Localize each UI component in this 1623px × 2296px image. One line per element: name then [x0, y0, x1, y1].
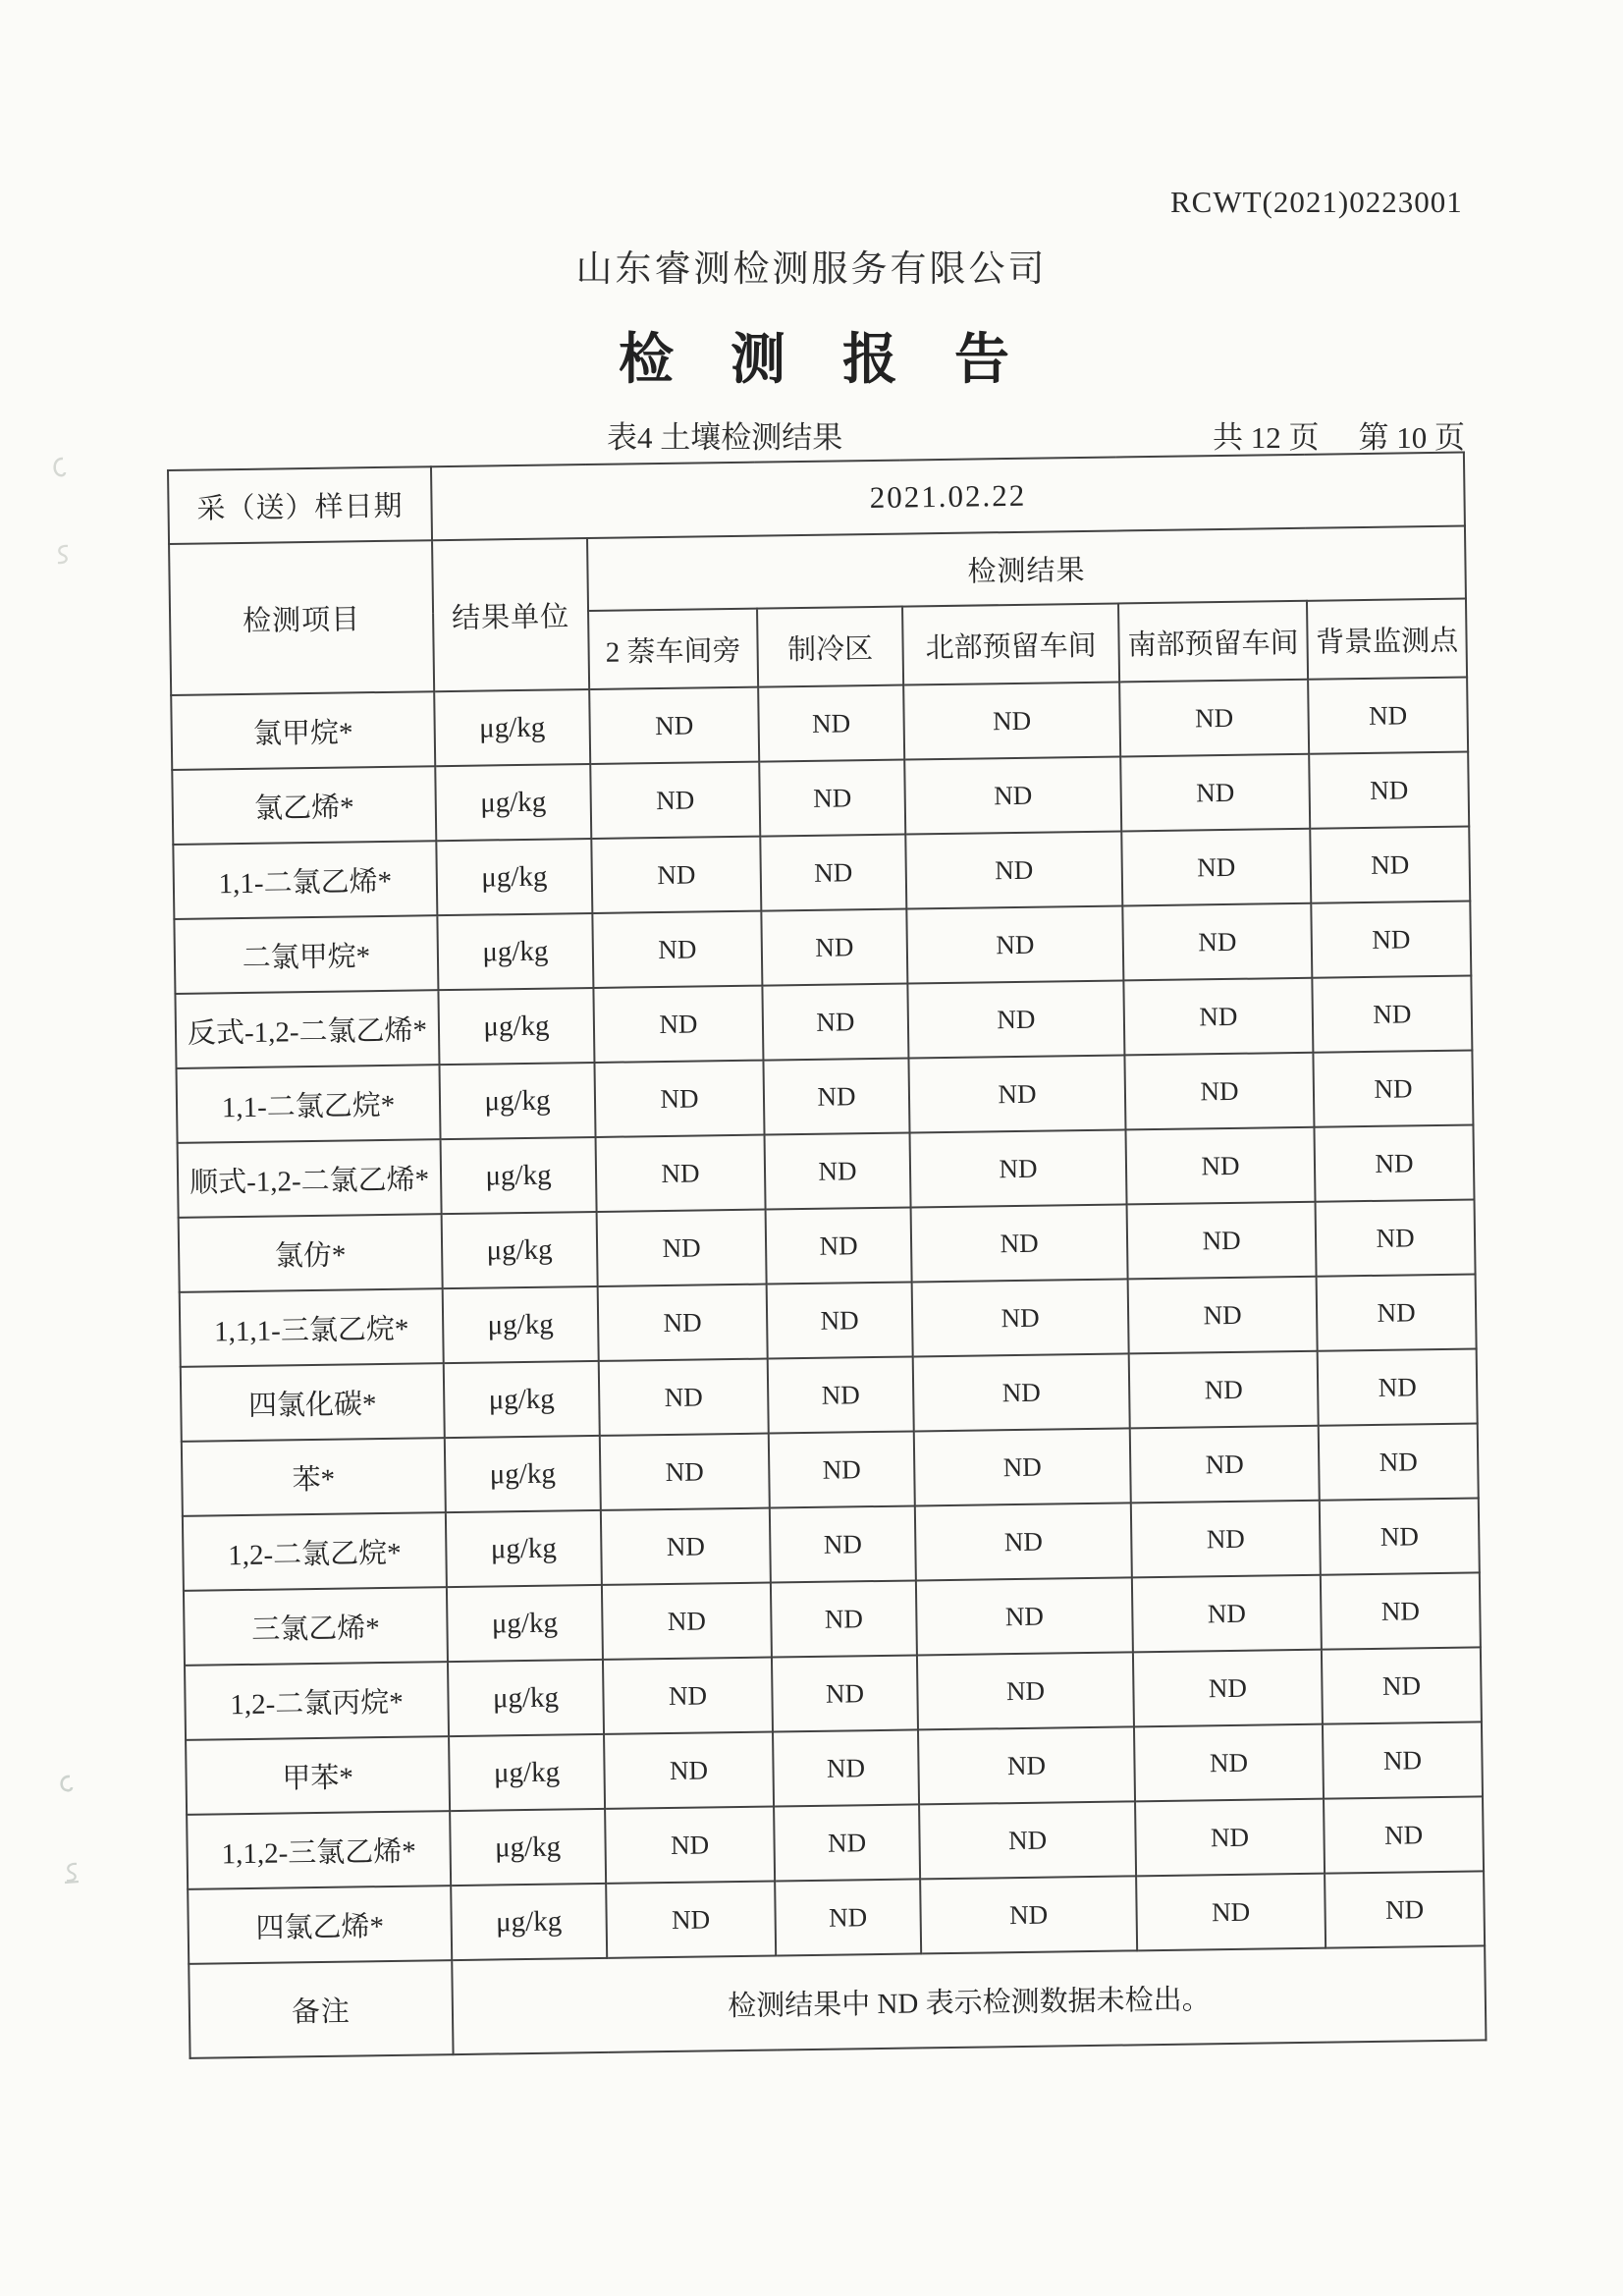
- report-number: RCWT(2021)0223001: [1170, 185, 1463, 219]
- location-header: 背景监测点: [1307, 599, 1467, 680]
- result-cell: ND: [1325, 1871, 1485, 1947]
- result-cell: ND: [760, 835, 906, 911]
- result-cell: ND: [1324, 1796, 1484, 1873]
- result-cell: ND: [763, 1059, 909, 1135]
- unit-cell: μg/kg: [438, 988, 594, 1065]
- result-cell: ND: [1314, 1124, 1474, 1201]
- result-cell: ND: [1136, 1874, 1325, 1951]
- result-cell: ND: [592, 911, 762, 988]
- result-cell: ND: [775, 1879, 921, 1955]
- result-cell: ND: [593, 986, 763, 1063]
- result-group-label: 检测结果: [587, 526, 1466, 611]
- result-cell: ND: [602, 1583, 772, 1660]
- result-cell: ND: [604, 1732, 774, 1809]
- scan-mark: [51, 542, 73, 568]
- result-cell: ND: [605, 1807, 775, 1884]
- result-cell: ND: [905, 831, 1122, 908]
- analyte-name: 甲苯*: [186, 1736, 450, 1815]
- result-cell: ND: [765, 1133, 911, 1210]
- result-cell: ND: [591, 837, 761, 913]
- result-cell: ND: [1317, 1274, 1477, 1350]
- pagination: [1213, 412, 1465, 457]
- scan-mark: [59, 1859, 84, 1886]
- result-cell: ND: [1129, 1351, 1319, 1429]
- result-cell: ND: [766, 1207, 912, 1284]
- location-header: 南部预留车间: [1118, 601, 1308, 683]
- report-title: 检 测 报 告: [619, 330, 1031, 391]
- sample-date-label: 采（送）样日期: [168, 466, 432, 544]
- unit-cell: μg/kg: [449, 1734, 605, 1811]
- result-cell: ND: [600, 1434, 770, 1510]
- result-cell: ND: [598, 1285, 768, 1361]
- remark-text: 检测结果中 ND 表示检测数据未检出。: [452, 1945, 1486, 2054]
- result-cell: ND: [1322, 1647, 1482, 1723]
- unit-cell: μg/kg: [448, 1660, 604, 1736]
- location-header: 北部预留车间: [902, 603, 1119, 684]
- analyte-name: 四氯化碳*: [181, 1363, 445, 1442]
- result-cell: ND: [903, 682, 1120, 759]
- result-cell: ND: [596, 1135, 766, 1212]
- result-cell: ND: [1321, 1572, 1481, 1649]
- result-cell: ND: [1130, 1426, 1320, 1503]
- unit-cell: μg/kg: [439, 1063, 595, 1139]
- analyte-name: 氯乙烯*: [172, 766, 436, 845]
- unit-cell: μg/kg: [445, 1436, 601, 1512]
- result-cell: ND: [920, 1876, 1137, 1953]
- result-cell: ND: [1127, 1202, 1317, 1280]
- soil-results-table: [167, 452, 1488, 2059]
- result-cell: ND: [1310, 827, 1470, 903]
- analyte-name: 1,1,1-三氯乙烷*: [180, 1288, 444, 1367]
- result-cell: ND: [1134, 1724, 1324, 1802]
- unit-cell: μg/kg: [435, 764, 591, 841]
- result-cell: ND: [915, 1503, 1132, 1580]
- unit-cell: μg/kg: [450, 1809, 606, 1886]
- scan-mark: [47, 454, 69, 481]
- result-cell: ND: [1308, 678, 1468, 754]
- result-cell: ND: [771, 1580, 917, 1657]
- analyte-name: 氯仿*: [179, 1214, 443, 1292]
- result-cell: ND: [1119, 680, 1309, 757]
- result-cell: ND: [762, 984, 908, 1061]
- result-cell: ND: [589, 687, 759, 764]
- page-current: 第 10 页: [1358, 420, 1465, 455]
- result-cell: ND: [908, 1055, 1125, 1132]
- table-caption: 表4 土壤检测结果: [607, 420, 843, 455]
- result-cell: ND: [769, 1431, 915, 1507]
- unit-cell: μg/kg: [447, 1585, 603, 1662]
- result-cell: ND: [912, 1279, 1129, 1356]
- result-cell: ND: [913, 1353, 1130, 1431]
- result-cell: ND: [1121, 829, 1311, 906]
- remark-row: [189, 1945, 1486, 2057]
- result-cell: ND: [599, 1359, 769, 1436]
- item-column-label: 检测项目: [169, 540, 434, 695]
- result-cell: ND: [1309, 752, 1469, 829]
- result-cell: ND: [904, 756, 1121, 834]
- analyte-name: 四氯乙烯*: [188, 1886, 452, 1964]
- analyte-name: 1,1-二氯乙烯*: [173, 841, 437, 919]
- result-cell: ND: [606, 1881, 776, 1957]
- analyte-name: 1,1,2-三氯乙烯*: [187, 1811, 451, 1889]
- result-cell: ND: [761, 909, 907, 986]
- scan-mark: [53, 1771, 77, 1796]
- unit-cell: μg/kg: [434, 689, 590, 766]
- location-header: 2 萘车间旁: [588, 609, 758, 689]
- result-cell: ND: [1133, 1650, 1323, 1727]
- result-cell: ND: [759, 760, 905, 837]
- result-cell: ND: [911, 1204, 1128, 1282]
- result-cell: ND: [601, 1508, 771, 1585]
- result-cell: ND: [770, 1505, 916, 1582]
- pages-total: 共 12 页: [1213, 420, 1320, 455]
- result-cell: ND: [1123, 978, 1313, 1056]
- result-cell: ND: [1122, 903, 1312, 981]
- result-cell: ND: [1120, 754, 1310, 832]
- analyte-name: 1,1-二氯乙烷*: [177, 1065, 441, 1143]
- remark-label: 备注: [189, 1960, 453, 2058]
- result-cell: ND: [907, 980, 1124, 1058]
- result-cell: ND: [1311, 902, 1471, 978]
- result-cell: ND: [1316, 1199, 1476, 1276]
- unit-cell: μg/kg: [442, 1212, 598, 1288]
- analyte-name: 1,2-二氯乙烷*: [183, 1512, 447, 1591]
- result-cell: ND: [1320, 1498, 1480, 1574]
- sample-date-value: 2021.02.22: [431, 453, 1465, 541]
- unit-cell: μg/kg: [444, 1361, 600, 1438]
- result-cell: ND: [914, 1428, 1131, 1505]
- unit-cell: μg/kg: [437, 913, 593, 990]
- result-cell: ND: [917, 1652, 1134, 1729]
- result-cell: ND: [1128, 1277, 1318, 1354]
- result-cell: ND: [767, 1282, 913, 1358]
- result-cell: ND: [758, 685, 904, 762]
- result-cell: ND: [1124, 1053, 1314, 1130]
- result-cell: ND: [773, 1729, 919, 1806]
- company-name: 山东睿测检测服务有限公司: [575, 249, 1048, 290]
- unit-cell: μg/kg: [436, 839, 592, 915]
- unit-cell: μg/kg: [446, 1510, 602, 1587]
- result-cell: ND: [774, 1804, 920, 1881]
- result-cell: ND: [603, 1658, 773, 1734]
- result-cell: ND: [772, 1655, 918, 1731]
- result-cell: ND: [1131, 1501, 1321, 1578]
- result-cell: ND: [1312, 976, 1472, 1053]
- result-cell: ND: [1318, 1348, 1478, 1425]
- result-cell: ND: [910, 1129, 1127, 1207]
- unit-cell: μg/kg: [443, 1286, 599, 1363]
- analyte-name: 1,2-二氯丙烷*: [185, 1662, 449, 1740]
- unit-cell: μg/kg: [451, 1884, 607, 1960]
- result-cell: ND: [1313, 1050, 1473, 1126]
- result-cell: ND: [918, 1726, 1135, 1804]
- result-cell: ND: [919, 1801, 1136, 1879]
- results-table-wrap: [167, 452, 1485, 2059]
- analyte-name: 反式-1,2-二氯乙烯*: [175, 990, 439, 1068]
- analyte-name: 二氯甲烷*: [174, 915, 438, 994]
- caption-row: [607, 412, 1465, 457]
- result-cell: ND: [1135, 1799, 1325, 1877]
- result-cell: ND: [768, 1356, 914, 1433]
- result-cell: ND: [590, 762, 760, 839]
- analyte-name: 三氯乙烯*: [184, 1587, 448, 1666]
- result-cell: ND: [1319, 1423, 1479, 1500]
- location-header: 制冷区: [757, 607, 903, 687]
- analyte-name: 苯*: [182, 1438, 446, 1516]
- result-cell: ND: [1125, 1127, 1315, 1205]
- unit-cell: μg/kg: [441, 1137, 597, 1214]
- result-cell: ND: [1323, 1722, 1483, 1798]
- result-cell: ND: [594, 1061, 764, 1137]
- analyte-name: 氯甲烷*: [171, 691, 435, 770]
- result-cell: ND: [906, 905, 1123, 983]
- analyte-name: 顺式-1,2-二氯乙烯*: [178, 1139, 442, 1218]
- result-cell: ND: [1132, 1575, 1322, 1653]
- unit-column-label: 结果单位: [432, 538, 589, 691]
- result-cell: ND: [916, 1577, 1133, 1655]
- result-cell: ND: [597, 1210, 767, 1286]
